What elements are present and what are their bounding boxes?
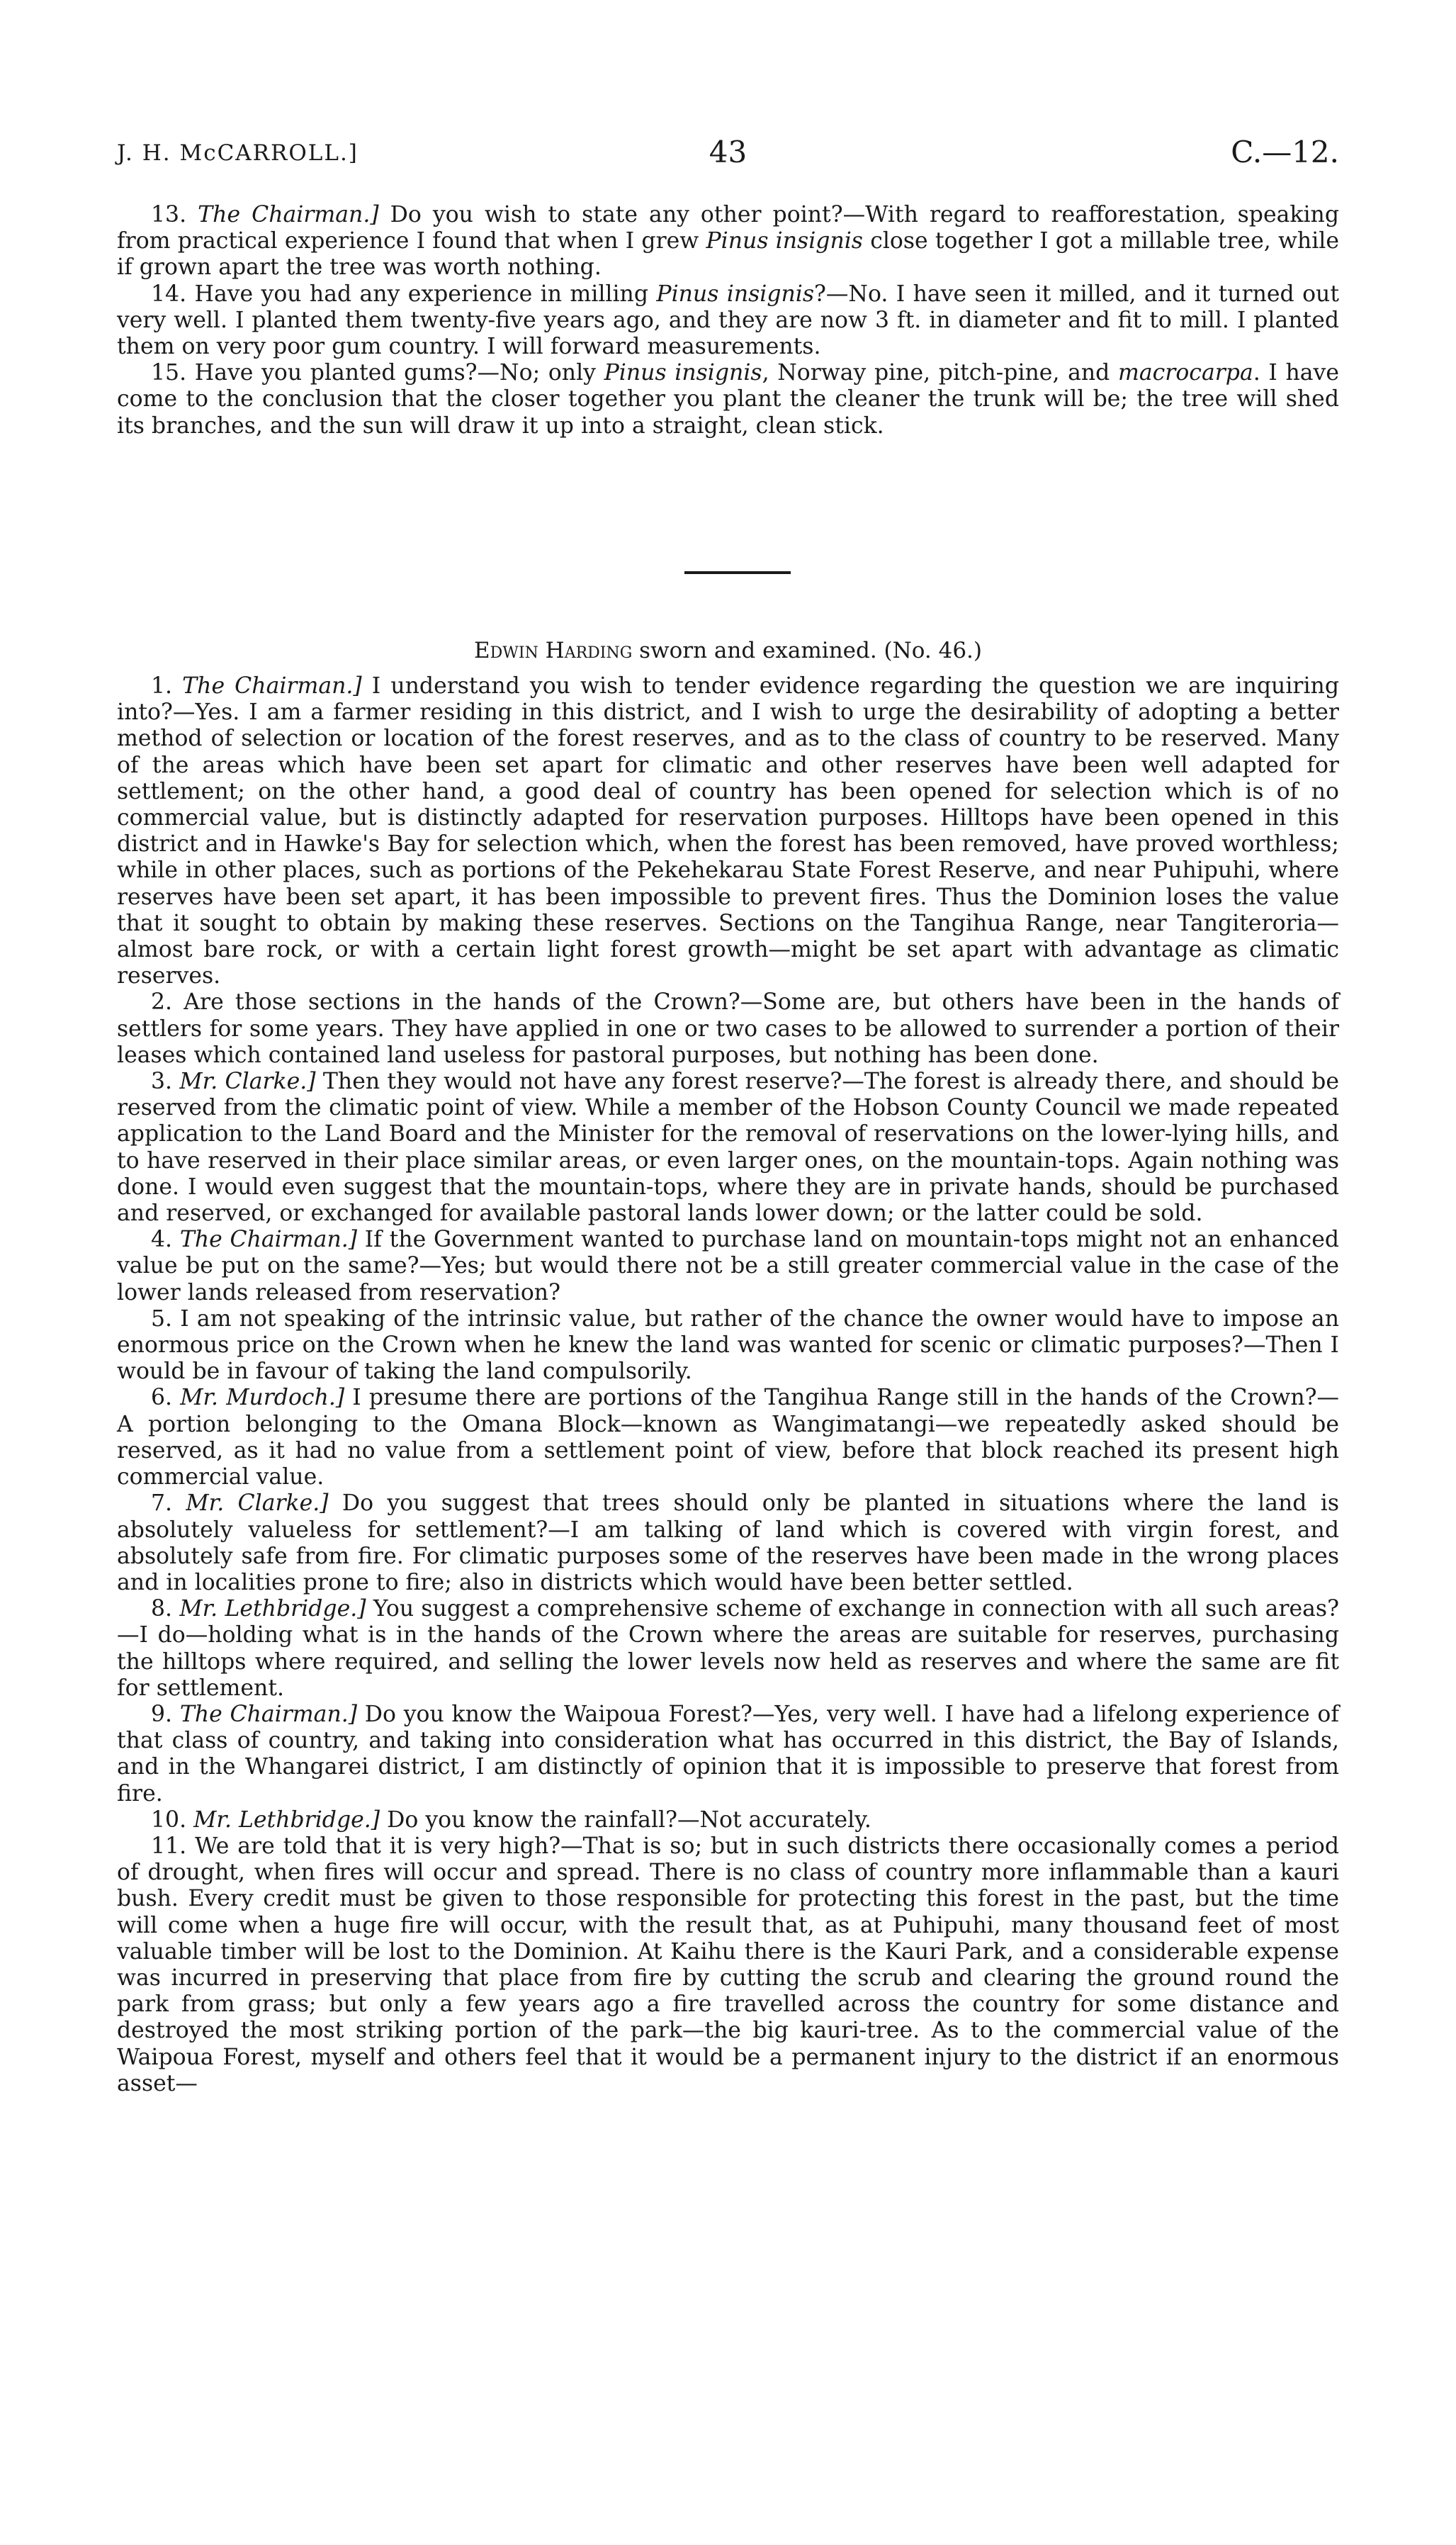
question-3: 3. Mr. Clarke.] Then they would not have any forest reserve?—The forest is already there, and should be reserved from the climatic point of view. While a member of the Hobson County Council we made repeated application to the Land Board and the Minister for the removal of reservations on the lower-lying hills, and to have reserved in their place similar areas, or even larger ones, on the mountain-tops. Again nothing was done. I would even suggest that the mountain-tops, where they are in private hands, should be purchased and reserved, or exchanged for available pastoral lands lower down; or the latter could be sold. (117, 1069, 1339, 1227)
question-4: 4. The Chairman.] If the Government wanted to purchase land on mountain-tops might not an enhanced value be put on the same?—Yes; but would there not be a still greater commercial value in the case of the lower lands released from reservation? (117, 1227, 1340, 1305)
witness-heading: Edwin Harding sworn and examined. (No. 46.) (474, 638, 982, 663)
page-header (117, 135, 1339, 177)
question-5: 5. I am not speaking of the intrinsic value, but rather of the chance the owner would have to impose an enormous price on the Crown when he knew the land was wanted for scenic or climatic purposes?—Then I would be in favour of taking the land compulsorily. (117, 1305, 1339, 1385)
question-9: 9. The Chairman.] Do you know the Waipoua Forest?—Yes, very well. I have had a lifelong experience of that class of country, and taking into consideration what has occurred in this district, the Bay of Islands, and in the Whangarei district, I am distinctly of opinion that it is impossible to preserve that forest from fire. (117, 1701, 1340, 1807)
question-1: 1. The Chairman.] I understand you wish to tender evidence regarding the question we are inquiring into?—Yes. I am a farmer residing in this district, and I wish to urge the desirability of adopting a better method of selection or location of the forest reserves, and as to the class of country to be reserved. Many of the areas which have been set apart for climatic and other reserves have been well adapted for settlement; on the other hand, a good deal of country has been opened for selection which is of no commercial value, but is distinctly adapted for reservation purposes. Hilltops have been opened in this district and in Hawke's Bay for selection which, when the forest has been removed, have proved worthless; while in other places, such as portions of the Pekehekarau State Forest Reserve, and near Puhipuhi, where reserves have been set apart, it has been impossible to prevent fires. Thus the Dominion loses the value that it sought to obtain by making these reserves. Sections on the Tangihua Range, near Tangiteroria—almost bare rock, or with a certain light forest growth—might be set apart with advantage as climatic reserves. (117, 673, 1339, 989)
question-11: 11. We are told that it is very high?—That is so; but in such districts there occasionally comes a period of drought, when fires will occur and spread. There is no class of country more inflammable than a kauri bush. Every credit must be given to those responsible for protecting this forest in the past, but the time will come when a huge fire will occur, with the result that, as at Puhipuhi, many thousand feet of most valuable timber will be lost to the Dominion. At Kaihu there is the Kauri Park, and a considerable expense was incurred in preserving that place from fire by cutting the scrub and clearing the ground round the park from grass; but only a few years ago a fire travelled across the country for some distance and destroyed the most striking portion of the park—the big kauri-tree. As to the commercial value of the Waipoua Forest, myself and others feel that it would be a permanent injury to the district if an enormous asset— (117, 1833, 1339, 2096)
witness-name: Edwin Harding (474, 638, 633, 663)
page-number: 43 (709, 135, 747, 169)
question-7: 7. Mr. Clarke.] Do you suggest that trees should only be planted in situations where the land is absolutely valueless for settlement?—I am talking of land which is covered with virgin forest, and absolutely safe from fire. For climatic purposes some of the reserves have been made in the wrong places and in localities prone to fire; also in districts which would have been better settled. (117, 1490, 1339, 1595)
question-14: 14. Have you had any experience in milling Pinus insignis?—No. I have seen it milled, and it turned out very well. I planted them twenty-five years ago, and they are now 3 ft. in diameter and fit to mill. I planted them on very poor gum country. I will forward measurements. (117, 281, 1339, 360)
question-6: 6. Mr. Murdoch.] I presume there are portions of the Tangihua Range still in the hands of the Crown?—A portion belonging to the Omana Block—known as Wangimatangi—we repeatedly asked should be reserved, as it had no value from a settlement point of view, before that block reached its present high commercial value. (117, 1385, 1339, 1490)
question-10: 10. Mr. Lethbridge.] Do you know the rainfall?—Not accurately. (151, 1807, 871, 1833)
evidence-main-section (117, 673, 1339, 2097)
question-15: 15. Have you planted gums?—No; only Pinus insignis, Norway pine, pitch-pine, and macrocarpa. I have come to the conclusion that the closer together you plant the cleaner the trunk will be; the tree will shed its branches, and the sun will draw it up into a straight, clean stick. (117, 360, 1339, 439)
evidence-top-section (117, 202, 1339, 439)
section-divider (684, 571, 791, 574)
header-witness-name: J. H. McCARROLL.] (117, 140, 359, 166)
question-2: 2. Are those sections in the hands of the Crown?—Some are, but others have been in the hands of settlers for some years. They have applied in one or two cases to be allowed to surrender a portion of their leases which contained land useless for pastoral purposes, but nothing has been done. (117, 989, 1339, 1068)
question-13: 13. The Chairman.] Do you wish to state any other point?—With regard to reafforestation, speaking from practical experience I found that when I grew Pinus insignis close together I got a millable tree, while if grown apart the tree was worth nothing. (117, 202, 1339, 281)
question-8: 8. Mr. Lethbridge.] You suggest a comprehensive scheme of exchange in connection with all such areas?—I do—holding what is in the hands of the Crown where the areas are suitable for reserves, purchasing the hilltops where required, and selling the lower levels now held as reserves and where the same are fit for settlement. (117, 1596, 1339, 1701)
document-reference: C.—12. (1231, 135, 1339, 169)
